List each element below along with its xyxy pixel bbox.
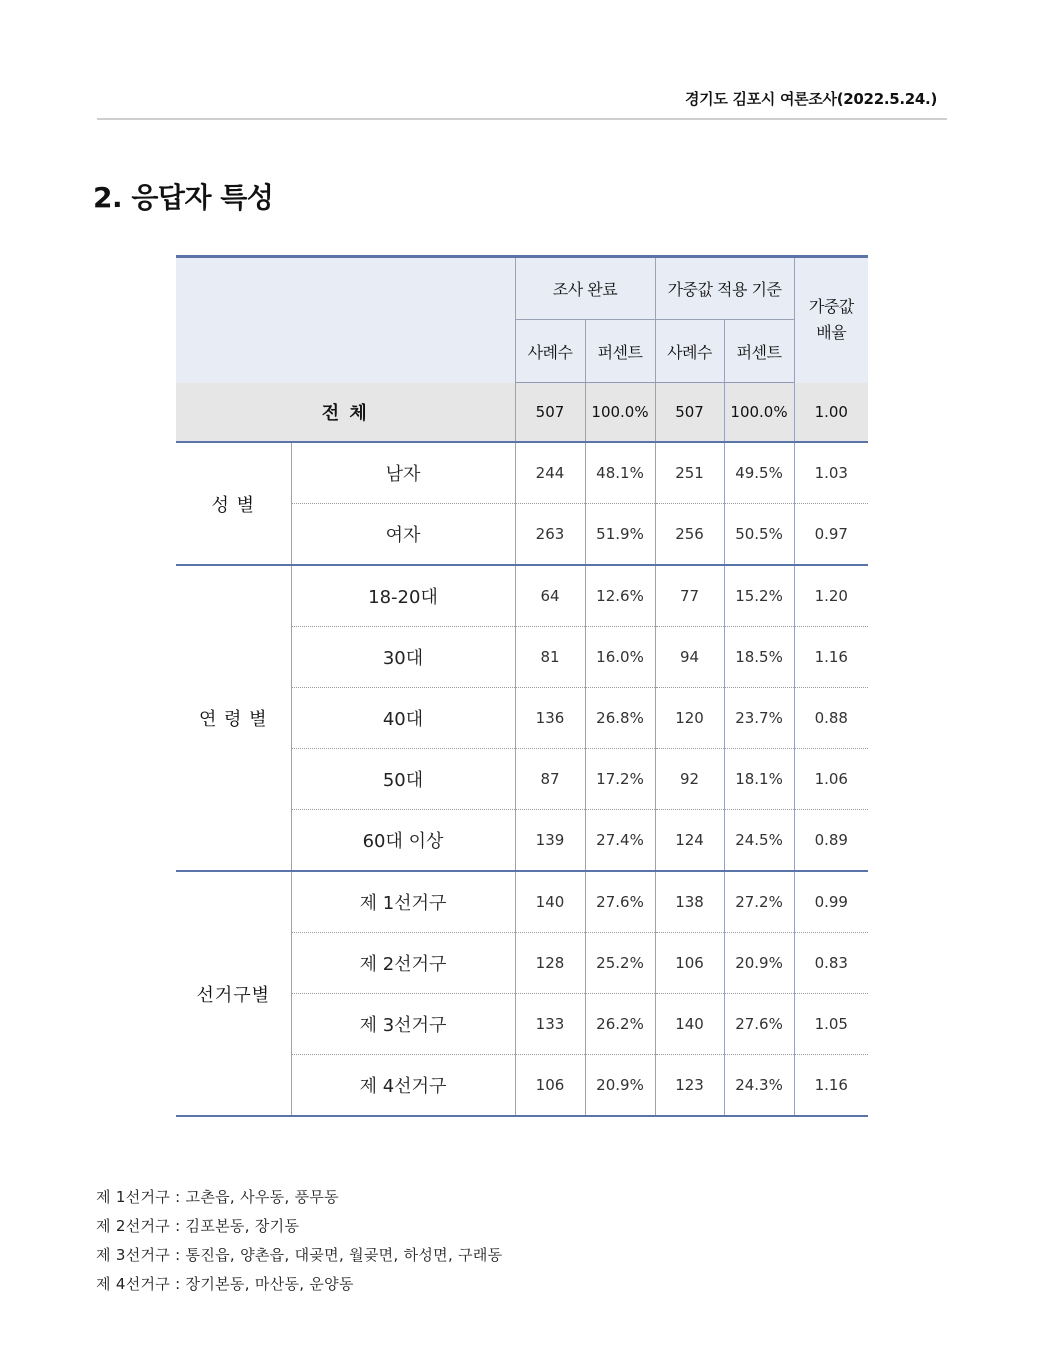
row-label: 40대: [291, 688, 515, 749]
cell-value: 1.00: [794, 383, 868, 443]
row-label: 여자: [291, 504, 515, 566]
cell-value: 87: [515, 749, 585, 810]
header-weight-multiplier: 가중값 배율: [794, 257, 868, 383]
cell-value: 263: [515, 504, 585, 566]
row-label: 30대: [291, 627, 515, 688]
report-header-title: 경기도 김포시 여론조사(2022.5.24.): [684, 90, 937, 108]
cell-value: 123: [655, 1055, 724, 1117]
header-weighted-basis: 가중값 적용 기준: [655, 257, 794, 320]
cell-value: 18.1%: [724, 749, 794, 810]
cell-value: 507: [655, 383, 724, 443]
cell-value: 25.2%: [585, 933, 655, 994]
header-blank-cell: [176, 257, 515, 383]
row-label: 50대: [291, 749, 515, 810]
row-label: 제 4선거구: [291, 1055, 515, 1117]
cell-value: 26.8%: [585, 688, 655, 749]
cell-value: 1.16: [794, 627, 868, 688]
cell-value: 16.0%: [585, 627, 655, 688]
row-label: 남자: [291, 442, 515, 504]
cell-value: 49.5%: [724, 442, 794, 504]
row-label: 제 1선거구: [291, 871, 515, 933]
cell-value: 106: [655, 933, 724, 994]
cell-value: 81: [515, 627, 585, 688]
cell-value: 120: [655, 688, 724, 749]
row-label: 제 2선거구: [291, 933, 515, 994]
row-label: 제 3선거구: [291, 994, 515, 1055]
note-line: 제 3선거구 : 통진읍, 양촌읍, 대곶면, 월곶면, 하성면, 구래동: [96, 1246, 503, 1264]
cell-value: 140: [655, 994, 724, 1055]
cell-value: 0.83: [794, 933, 868, 994]
cell-value: 256: [655, 504, 724, 566]
cell-value: 140: [515, 871, 585, 933]
header-survey-complete: 조사 완료: [515, 257, 655, 320]
respondent-characteristics-table: [176, 255, 868, 1117]
cell-value: 27.4%: [585, 810, 655, 872]
cell-value: 128: [515, 933, 585, 994]
group-label-age: 연 령 별: [176, 565, 291, 871]
cell-value: 24.5%: [724, 810, 794, 872]
cell-value: 0.99: [794, 871, 868, 933]
cell-value: 51.9%: [585, 504, 655, 566]
row-label-total: 전 체: [176, 383, 515, 443]
cell-value: 18.5%: [724, 627, 794, 688]
cell-value: 24.3%: [724, 1055, 794, 1117]
cell-value: 15.2%: [724, 565, 794, 627]
cell-value: 64: [515, 565, 585, 627]
cell-value: 27.6%: [585, 871, 655, 933]
cell-value: 27.6%: [724, 994, 794, 1055]
header-percent-weighted: 퍼센트: [724, 320, 794, 383]
table-row-total: [176, 383, 868, 443]
note-line: 제 1선거구 : 고촌읍, 사우동, 풍무동: [96, 1188, 339, 1206]
cell-value: 17.2%: [585, 749, 655, 810]
cell-value: 133: [515, 994, 585, 1055]
cell-value: 23.7%: [724, 688, 794, 749]
section-title: 2. 응답자 특성: [93, 181, 274, 214]
header-divider: [97, 118, 947, 120]
cell-value: 106: [515, 1055, 585, 1117]
cell-value: 26.2%: [585, 994, 655, 1055]
row-label: 60대 이상: [291, 810, 515, 872]
table-row: [176, 871, 868, 933]
cell-value: 0.97: [794, 504, 868, 566]
cell-value: 0.89: [794, 810, 868, 872]
header-cases-complete: 사례수: [515, 320, 585, 383]
cell-value: 124: [655, 810, 724, 872]
group-label-district: 선거구별: [176, 871, 291, 1116]
cell-value: 92: [655, 749, 724, 810]
cell-value: 136: [515, 688, 585, 749]
cell-value: 20.9%: [724, 933, 794, 994]
cell-value: 507: [515, 383, 585, 443]
cell-value: 1.20: [794, 565, 868, 627]
cell-value: 12.6%: [585, 565, 655, 627]
table-row: [176, 442, 868, 504]
cell-value: 50.5%: [724, 504, 794, 566]
row-label: 18-20대: [291, 565, 515, 627]
cell-value: 20.9%: [585, 1055, 655, 1117]
cell-value: 48.1%: [585, 442, 655, 504]
cell-value: 251: [655, 442, 724, 504]
cell-value: 0.88: [794, 688, 868, 749]
cell-value: 1.16: [794, 1055, 868, 1117]
cell-value: 77: [655, 565, 724, 627]
group-label-gender: 성 별: [176, 442, 291, 565]
header-percent-complete: 퍼센트: [585, 320, 655, 383]
district-notes: [96, 1183, 502, 1299]
note-line: 제 2선거구 : 김포본동, 장기동: [96, 1217, 300, 1235]
cell-value: 1.06: [794, 749, 868, 810]
cell-value: 94: [655, 627, 724, 688]
cell-value: 138: [655, 871, 724, 933]
table-row: [176, 565, 868, 627]
cell-value: 139: [515, 810, 585, 872]
cell-value: 100.0%: [724, 383, 794, 443]
header-cases-weighted: 사례수: [655, 320, 724, 383]
cell-value: 100.0%: [585, 383, 655, 443]
cell-value: 27.2%: [724, 871, 794, 933]
cell-value: 1.05: [794, 994, 868, 1055]
cell-value: 1.03: [794, 442, 868, 504]
cell-value: 244: [515, 442, 585, 504]
note-line: 제 4선거구 : 장기본동, 마산동, 운양동: [96, 1275, 354, 1293]
